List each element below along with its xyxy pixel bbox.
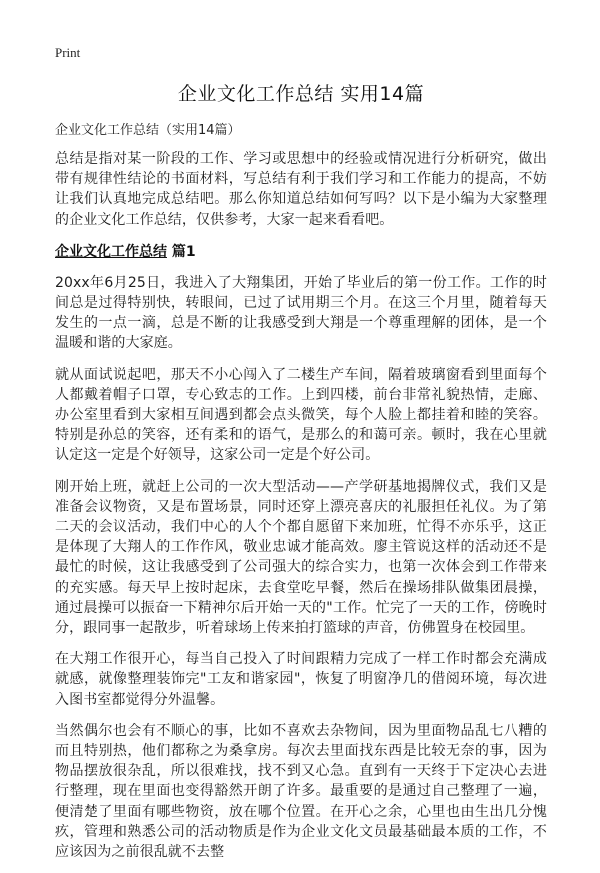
section-paragraph: 当然偶尔也会有不顺心的事，比如不喜欢去杂物间，因为里面物品乱七八糟的而且特别热，他们都称之为桑拿房。每次去里面找东西是比较无奈的事，因为物品摆放很杂乱，所以很难找，找不到又心急。直到有一天终于下定决心去进行整理，现在里面也变得豁然开朗了许多。最重要的是通过自己整理了一遍，便清楚了里面有哪些物资，放在哪个位置。在开心之余，心里也由生出几分愧疚，管理和熟悉公司的活动物质是作为企业文化文员最基础最本质的工作，不应该因为之前很乱就不去整 — [55, 722, 547, 861]
section-paragraph: 刚开始上班，就赶上公司的一次大型活动——产学研基地揭牌仪式，我们又是准备会议物资，又是布置场景，同时还穿上漂亮喜庆的礼服担任礼仪。为了第二天的会议活动，我们中心的人个个都自愿留下来加班，忙得不亦乐乎，这正是体现了大翔人的工作作风，敬业忠诚才能高效。廖主管说这样的活动还不是最忙的时候，这让我感受到了公司强大的综合实力，也第一次体会到工作带来的充实感。每天早上按时起床，去食堂吃早餐，然后在操场排队做集团晨操，通过晨操可以振奋一下精神尔后开始一天的"工作。忙完了一天的工作，傍晚时分，跟同事一起散步，听着球场上传来拍打篮球的声音，仿佛置身在校园里。 — [55, 478, 547, 637]
section-heading-suffix: 篇1 — [167, 243, 196, 260]
section-paragraph: 就从面试说起吧，那天不小心闯入了二楼生产车间，隔着玻璃窗看到里面每个人都戴着帽子口罩，专心致志的工作。上到四楼，前台非常礼貌热情，走廊、办公室里看到大家相互间遇到都会点头微笑，每个人脸上都挂着和睦的笑容。特别是孙总的笑容，还有柔和的语气，是那么的和蔼可亲。顿时，我在心里就认定这一定是个好领导，这家公司一定是个好公司。 — [55, 366, 547, 464]
intro-paragraph: 总结是指对某一阶段的工作、学习或思想中的经验或情况进行分析研究，做出带有规律性结论的书面材料，写总结有利于我们学习和工作能力的提高，不妨让我们认真地完成总结吧。那么你知道总结如何写吗？以下是小编为大家整理的企业文化工作总结，仅供参考，大家一起来看看吧。 — [55, 151, 547, 228]
document-body — [55, 149, 547, 873]
document-subtitle: 企业文化工作总结（实用14篇） — [55, 123, 241, 138]
document-title: 企业文化工作总结 实用14篇 — [177, 83, 425, 105]
section-heading — [55, 241, 547, 261]
section-paragraph: 在大翔工作很开心，每当自己投入了时间跟精力完成了一样工作时都会充满成就感，就像整理装饰完"工友和谐家园"，恢复了明窗净几的借阅环境，每次进入图书室都觉得分外温馨。 — [55, 651, 547, 708]
print-label: Print — [55, 45, 81, 60]
section-heading-main: 企业文化工作总结 — [55, 243, 167, 260]
section-paragraph: 20xx年6月25日，我进入了大翔集团，开始了毕业后的第一份工作。工作的时间总是过得特别快，转眼间，已过了试用期三个月。在这三个月里，随着每天发生的一点一滴，总是不断的让我感受到大翔是一个尊重理解的团体，是一个温暖和谐的大家庭。 — [55, 274, 547, 352]
